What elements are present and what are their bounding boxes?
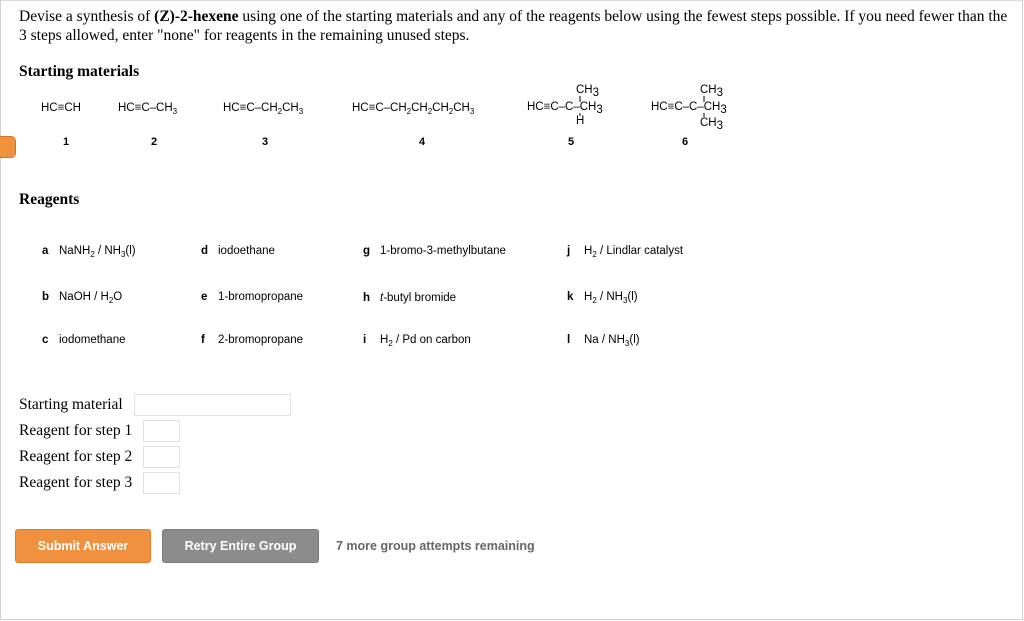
step1-label: Reagent for step 1 (19, 422, 133, 439)
submit-answer-button[interactable]: Submit Answer (15, 529, 151, 563)
question-part1: Devise a synthesis of (19, 8, 155, 25)
sm5-top-group: CH3 (576, 84, 600, 99)
sm6-top-group: CH3 (700, 84, 724, 99)
step2-label: Reagent for step 2 (19, 448, 133, 465)
sm6-main-chain: HC≡C–C–CH3 (651, 101, 727, 116)
starting-material-number-2: 2 (151, 136, 158, 148)
reagent-l: l Na / $NH_3(l)$ (567, 334, 640, 348)
reagent-i: i $H_2$ / Pd on carbon (363, 334, 471, 348)
starting-material-2: $HC\equiv C-CH_3$ (118, 102, 178, 116)
reagent-k: k $H_2 / NH_3(l)$ (567, 291, 638, 305)
step1-input[interactable] (143, 420, 180, 442)
starting-materials-heading: Starting materials (19, 63, 140, 80)
starting-material-number-6: 6 (682, 136, 689, 148)
side-panel-tab[interactable] (0, 136, 16, 158)
reagent-b: b NaOH / $H_2O$ (42, 291, 123, 305)
starting-material-5 (526, 80, 626, 130)
reagent-e: e 1-bromopropane (201, 291, 304, 303)
step2-input[interactable] (143, 446, 180, 468)
reagent-a: a NaNH$_2$ / $NH_3(l)$ (42, 245, 136, 259)
step3-label: Reagent for step 3 (19, 474, 133, 491)
starting-material-number-4: 4 (419, 136, 426, 148)
reagent-f: f 2-bromopropane (201, 334, 304, 346)
starting-material-1: HC≡CH (41, 102, 81, 114)
starting-material-3: $HC\equiv C-CH_2CH_3$ (223, 102, 304, 116)
starting-material-number-5: 5 (568, 136, 575, 148)
reagents-heading: Reagents (19, 191, 80, 208)
reagent-c: c iodomethane (42, 334, 126, 346)
sm5-main-chain: HC≡C–C–CH3 (527, 101, 603, 116)
retry-entire-group-button[interactable]: Retry Entire Group (162, 529, 319, 563)
attempts-remaining-text: 7 more group attempts remaining (336, 539, 535, 553)
starting-material-4: $HC\equiv C-CH_2CH_2CH_2CH_3$ (352, 102, 475, 116)
reagent-h: h t-butyl bromide (363, 292, 457, 304)
reagent-d: d iodoethane (201, 245, 275, 257)
step3-input[interactable] (143, 472, 180, 494)
starting-material-number-3: 3 (262, 136, 269, 148)
starting-material-number-1: 1 (63, 136, 70, 148)
reagent-j: j $H_2$ / Lindlar catalyst (567, 245, 684, 259)
sm5-bottom-group: H (576, 115, 585, 127)
sm6-bottom-group: CH3 (700, 117, 724, 132)
starting-material-input[interactable] (134, 394, 291, 416)
question-text (19, 7, 1009, 45)
reagent-g: g 1-bromo-3-methylbutane (363, 245, 506, 257)
starting-material-6 (650, 80, 750, 136)
question-target: (Z)-2-hexene (154, 8, 239, 25)
starting-material-label: Starting material (19, 396, 123, 413)
question-part2: using one of the starting materials and any of the reagents below using the fewest steps possible. If you need fewer than the 3 steps allowed, enter "none" for reagents in the remaining unused steps. (19, 8, 1008, 44)
